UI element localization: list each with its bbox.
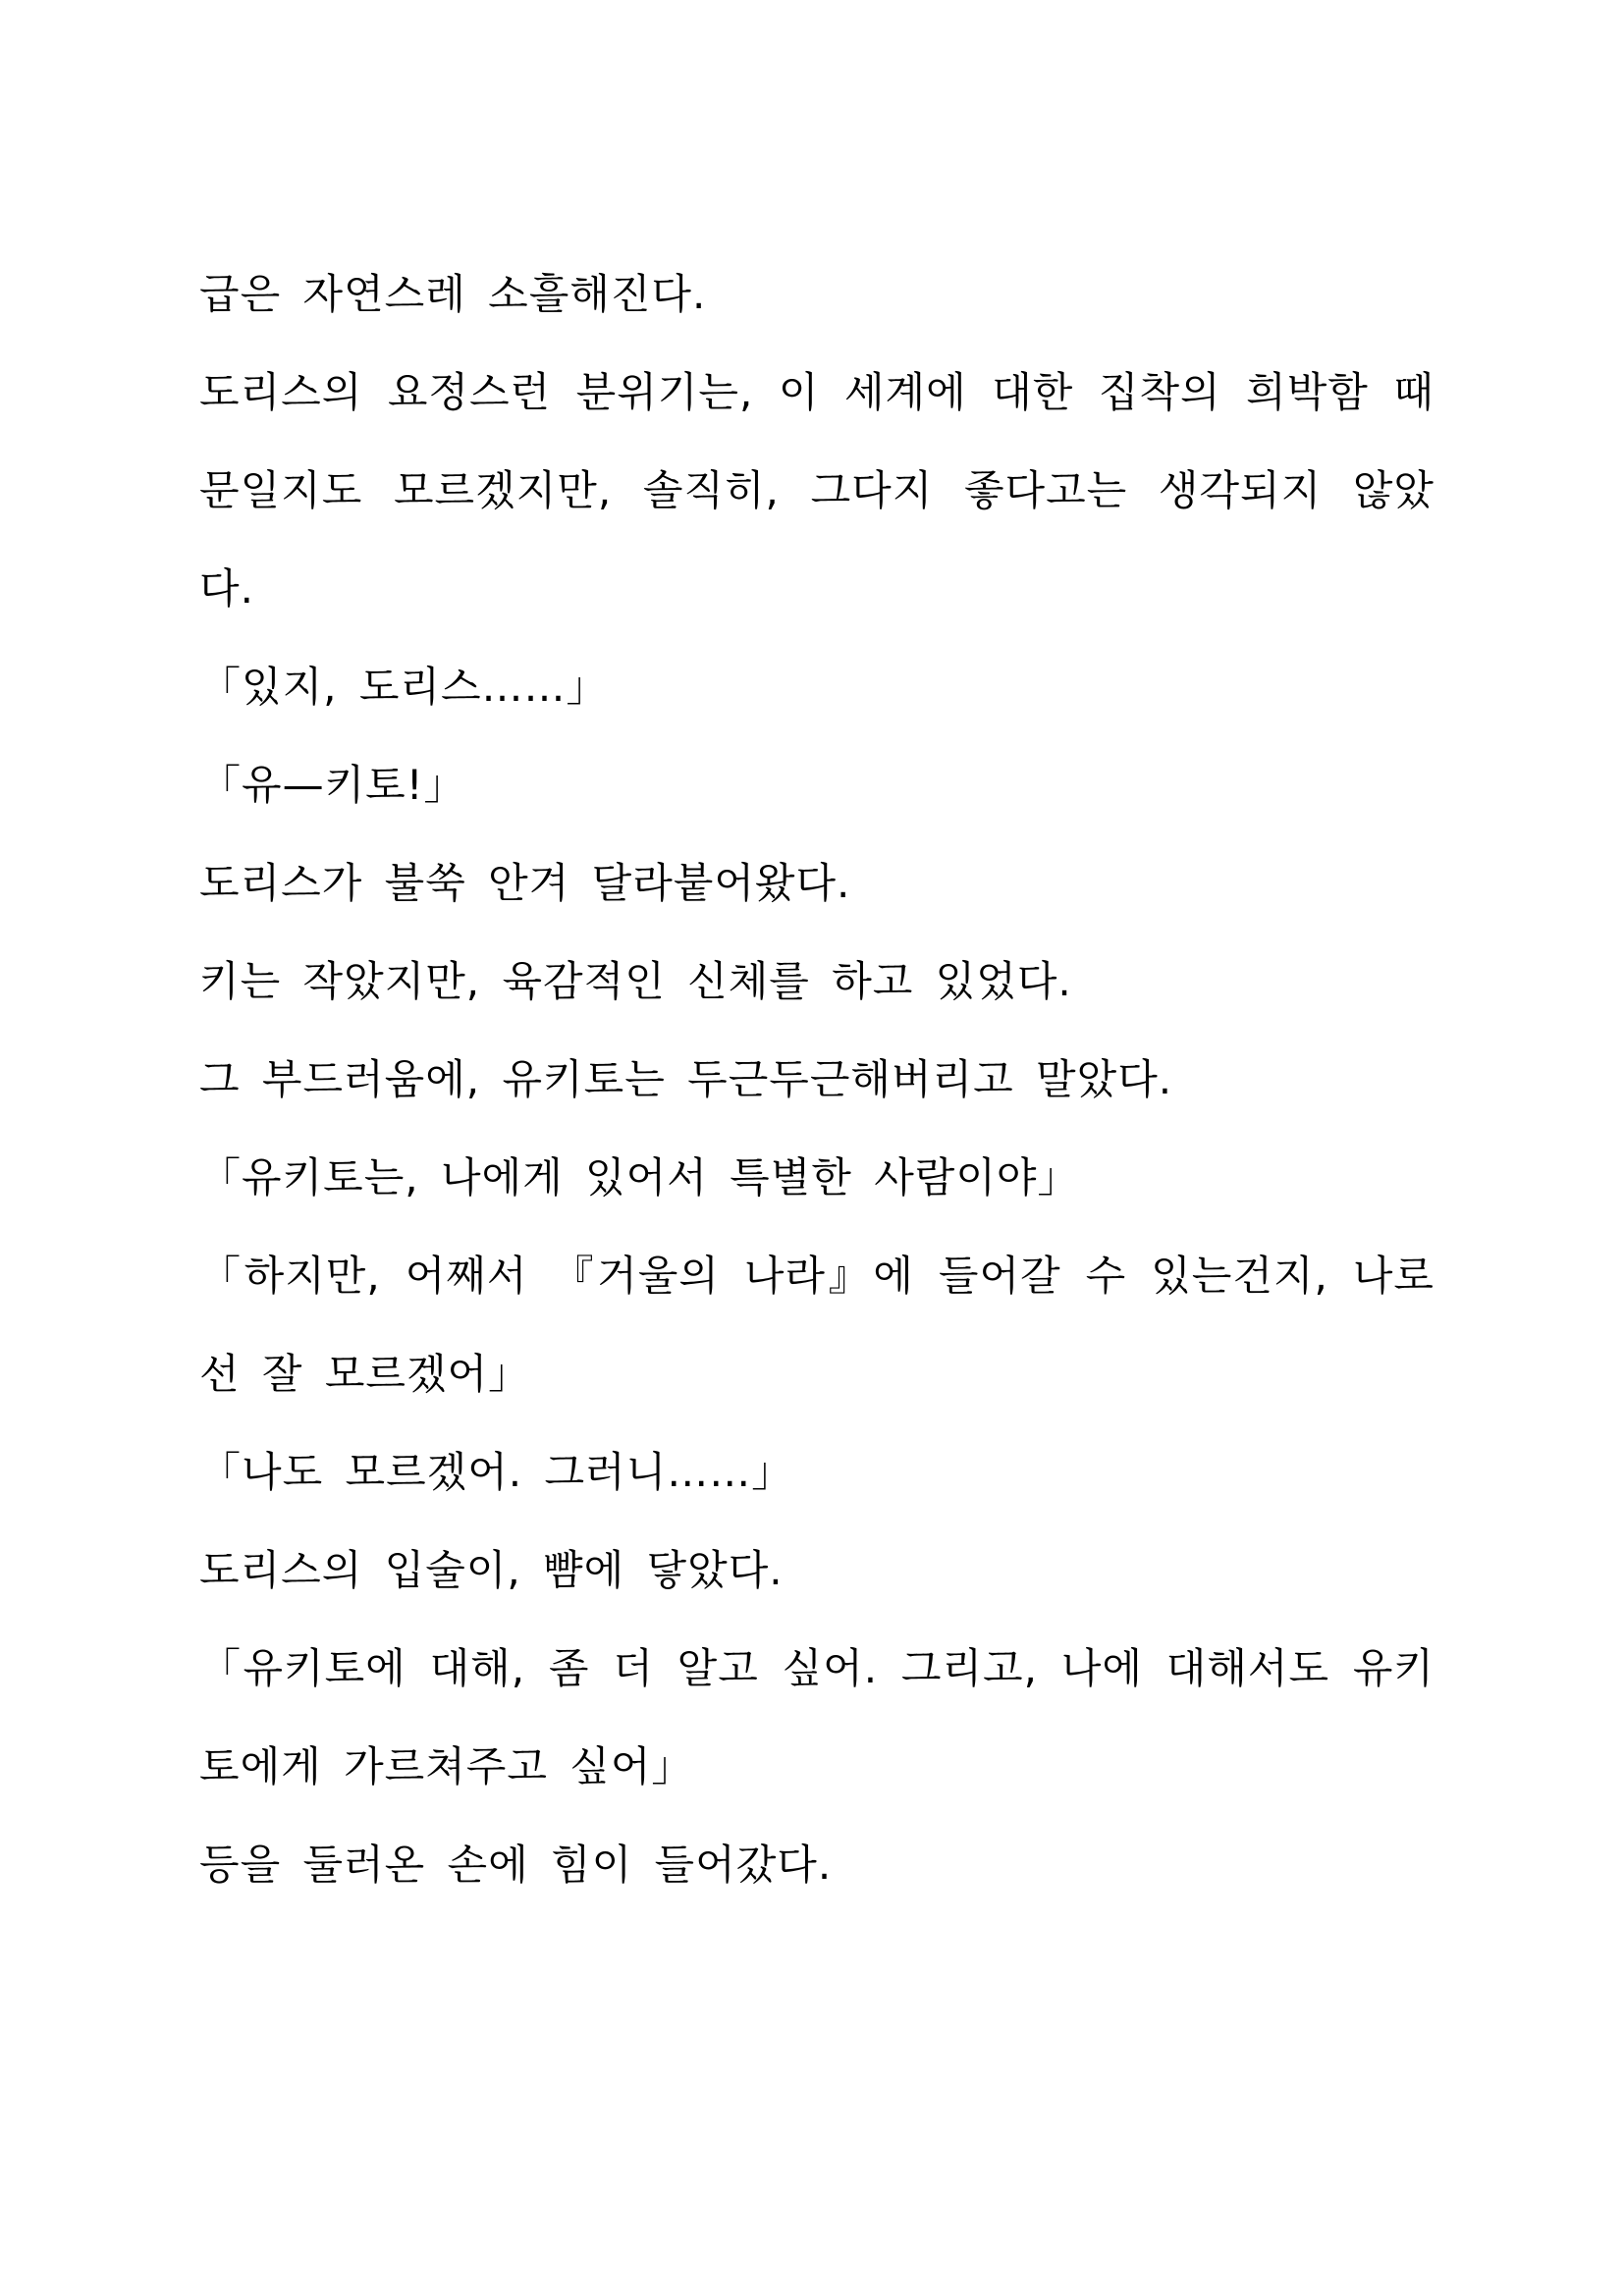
paragraph: 등을 둘러온 손에 힘이 들어갔다. — [199, 1841, 833, 1889]
paragraph: 도리스의 입술이, 뺨에 닿았다. — [199, 1546, 784, 1594]
paragraph: 키는 작았지만, 육감적인 신체를 하고 있었다. — [199, 957, 1072, 1005]
document-body — [199, 245, 1435, 1914]
paragraph: 「유—키토!」 — [199, 761, 466, 809]
paragraph: 「있지, 도리스……」 — [199, 663, 609, 711]
paragraph: 「유키토는, 나에게 있어서 특별한 사람이야」 — [199, 1153, 1080, 1201]
paragraph: 「하지만, 어째서 『거울의 나라』에 들어갈 수 있는건지, 나로선 잘 모르겠어」 — [199, 1252, 1435, 1398]
paragraph: 급은 자연스레 소흘해진다. — [199, 270, 707, 318]
paragraph: 「유키토에 대해, 좀 더 알고 싶어. 그리고, 나에 대해서도 유키토에게 가르쳐주고 싶어」 — [199, 1644, 1435, 1790]
paragraph: 도리스의 요정스런 분위기는, 이 세계에 대한 집착의 희박함 때문일지도 모르겠지만, 솔직히, 그다지 좋다고는 생각되지 않았다. — [199, 368, 1435, 613]
paragraph: 그 부드러움에, 유키토는 두근두근해버리고 말았다. — [199, 1055, 1173, 1103]
paragraph: 「나도 모르겠어. 그러니……」 — [199, 1448, 794, 1496]
paragraph: 도리스가 불쑥 안겨 달라붙어왔다. — [199, 859, 851, 907]
